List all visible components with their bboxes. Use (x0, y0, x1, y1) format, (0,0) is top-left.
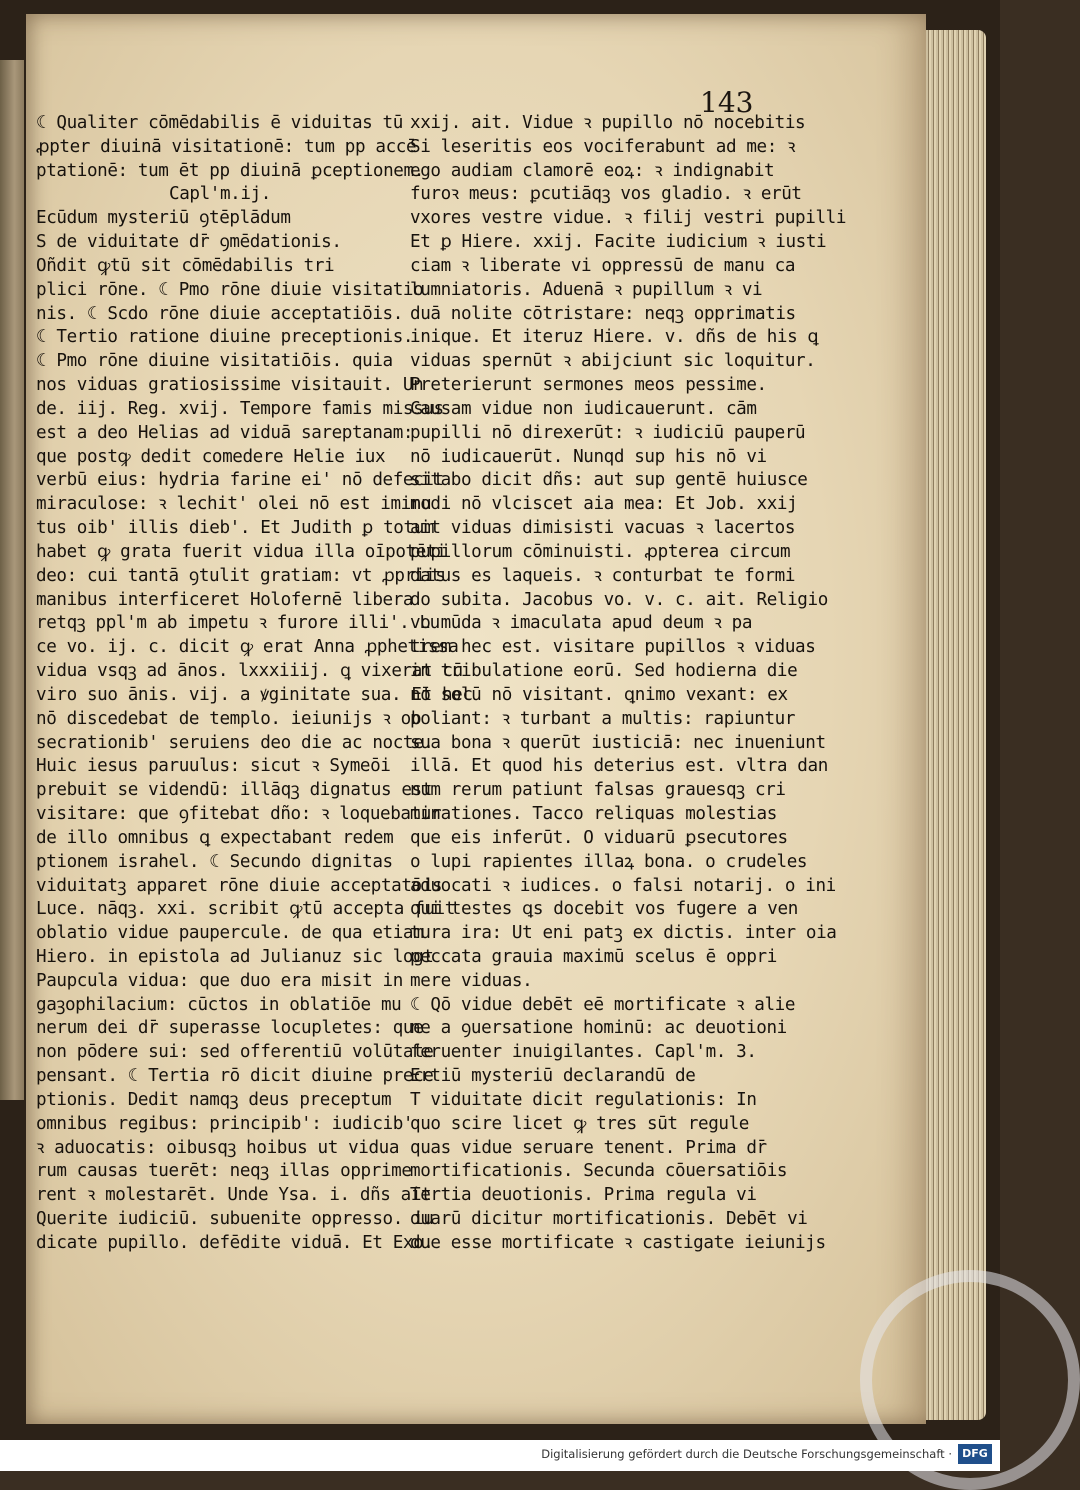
left-column-line: est a deo Helias ad viduā sareptanam: (36, 422, 414, 443)
right-column-line: T viduitate dicit regulationis: In (410, 1089, 757, 1110)
right-column-line: nō solū nō visitant. ꝗnimo vexant: ex (410, 684, 788, 705)
left-column-line: ptionis. Dedit namqꝫ deus preceptum (36, 1089, 392, 1110)
right-column-line: duarū dicitur mortificationis. Debēt vi (410, 1209, 808, 1230)
left-column-line: miraculose: ꝛ lechit' olei nō est iminu (36, 494, 432, 515)
left-column-line: ☾ Tertio ratione diuine preceptionis. (36, 327, 414, 348)
right-column-line: modi nō vlciscet aia mea: Et Job. xxij (410, 494, 798, 515)
right-column-line: ciam ꝛ liberate vi oppressū de manu ca (410, 255, 796, 276)
right-column-line: num rerum patiunt falsas grauesqꝫ cri (410, 780, 786, 801)
left-column-line: deo: cui tantā ꝯtulit gratiam: vt ꝓpriis (36, 565, 446, 586)
left-column-line: dicate pupillo. defēdite viduā. Et Exo. (36, 1232, 434, 1253)
left-column-line: viduitatꝫ apparet rōne diuie acceptatōis (36, 875, 443, 896)
right-column-line: Ertiū mysteriū declarandū de (410, 1066, 696, 1087)
right-column-line: aduocati ꝛ iudices. o falsi notarij. o ini (410, 875, 836, 896)
left-column-line: Huic iesus paruulus: sicut ꝛ Symeōi (36, 756, 391, 777)
book-page-edges (926, 30, 986, 1420)
right-column-line: lumniatoris. Aduenā ꝛ pupillum ꝛ vi (410, 279, 763, 300)
right-column-line: ne a ꝯuersatione hominū: ac deuotioni (410, 1018, 787, 1039)
right-column-line: quo scire licet ꝙ tres sūt regule (410, 1113, 749, 1134)
right-column-line: do subita. Jacobus vo. v. c. ait. Religio (410, 589, 828, 610)
right-column-line: furoꝛ meus: ꝑcutiāqꝫ vos gladio. ꝛ erūt (410, 184, 802, 205)
left-column-line: verbū eius: hydria farine ei' nō defecit (36, 470, 444, 491)
right-column-line: inique. Et iteruz Hiere. v. dñs de his ꝗ (410, 327, 819, 348)
left-column-line: omnibus regibus: principib': iudicib' (36, 1113, 414, 1134)
dfg-logo: DFG (958, 1444, 992, 1464)
right-column-line: xxij. ait. Vidue ꝛ pupillo nō nocebitis (410, 113, 806, 133)
left-column-line: ptionem israhel. ☾ Secundo dignitas (36, 851, 393, 872)
left-column-line: oblatio vidue paupercule. de qua etiam (36, 923, 424, 944)
left-column-line: plici rōne. ☾ Pmo rōne diuie visitatio (36, 279, 424, 300)
right-column-line: minationes. Tacco reliquas molestias (410, 804, 777, 825)
left-column-line: viro suo ānis. vij. a ꝟginitate sua. Et hec (36, 684, 473, 705)
right-column-line: vo mūda ꝛ imaculata apud deum ꝛ pa (410, 613, 753, 634)
left-column-line: Querite iudiciū. subuenite oppresso. iu (36, 1209, 434, 1230)
left-column-line: Hiero. in epistola ad Julianuz sic logt (36, 946, 434, 967)
left-column-line: Ecūdum mysteriū ꝯtēplādum (36, 208, 291, 229)
right-column-line: sua bona ꝛ querūt iusticiā: nec inueniunt (410, 732, 826, 753)
left-column-line: nis. ☾ Scdo rōne diuie acceptatiōis. (36, 303, 403, 324)
left-column-line: retqꝫ ppl'm ab impetu ꝛ furore illi'. Lu (36, 613, 440, 634)
left-column-line: Capl'm.ij. (169, 184, 271, 205)
right-column-line: ☾ Qō vidue debēt eē mortificate ꝛ alie (410, 994, 796, 1015)
right-column-line: quas vidue seruare tenent. Prima dr̄ (410, 1137, 767, 1158)
right-column-line: vxores vestre vidue. ꝛ filij vestri pupilli (410, 208, 847, 229)
left-column-line: ☾ Pmo rōne diuine visitatiōis. quia (36, 351, 393, 372)
right-column-line: feruenter inuigilantes. Capl'm. 3. (410, 1042, 757, 1063)
right-column-line: Et ꝑ Hiere. xxij. Facite iudicium ꝛ iusti (410, 232, 827, 253)
left-column-line: ꝛ aduocatis: oibusqꝫ hoibus ut vidua (36, 1137, 400, 1158)
left-column-line: Paupcula vidua: que duo era misit in (36, 970, 403, 991)
right-column-line: Tertia deuotionis. Prima regula vi (410, 1185, 757, 1206)
right-column-line: ego audiam clamorē eoꝝ: ꝛ indignabit (410, 160, 775, 181)
right-text-column (410, 112, 847, 1256)
left-column-line: visitare: que ꝯfitebat dño: ꝛ loquebatur (36, 804, 442, 825)
right-column-line: mere viduas. (410, 970, 533, 991)
right-column-line: illā. Et quod his deterius est. vltra dan (410, 756, 828, 777)
right-column-line: tura ira: Ut eni patꝫ ex dictis. inter oia (410, 923, 837, 944)
left-column-line: secrationib' seruiens deo die ac nocte. (36, 732, 434, 753)
right-column-line: in tribulatione eorū. Sed hodierna die (410, 661, 798, 682)
left-column-line: vidua vsqꝫ ad ānos. lxxxiiij. ꝗ vixerat cū (36, 661, 463, 682)
right-column-line: que eis inferūt. O viduarū ꝑsecutores (410, 827, 788, 848)
left-column-line: non pōdere sui: sed offerentiū volūtate (36, 1042, 434, 1063)
right-column-line: poliant: ꝛ turbant a multis: rapiuntur (410, 708, 796, 729)
right-column-line: ait viduas dimisisti vacuas ꝛ lacertos (410, 518, 796, 539)
left-column-line: prebuit se videndū: illāqꝫ dignatus est (36, 780, 432, 801)
right-column-line: o lupi rapientes illaꝝ bona. o crudeles (410, 851, 808, 872)
left-column-line: ☾ Qualiter cōmēdabilis ē viduitas tū (36, 113, 403, 133)
right-column-line: Causam vidue non iudicauerunt. cām (410, 398, 757, 419)
left-column-line: que postꝙ dedit comedere Helie iux (36, 446, 386, 467)
right-column-line: nō iudicauerūt. Nunqd sup his nō vi (410, 446, 767, 467)
right-column-line: viduas spernūt ꝛ abijciunt sic loquitur. (410, 351, 816, 372)
left-column-line: pensant. ☾ Tertia rō dicit diuine prece (36, 1066, 434, 1087)
right-column-line: mortificationis. Secunda cōuersatiōis (410, 1161, 788, 1182)
left-column-line: de illo omnibus ꝗ expectabant redem (36, 827, 394, 848)
left-column-line: ptationē: tum ēt pp diuinā ꝑceptionem. (36, 160, 424, 181)
digitization-credit: Digitalisierung gefördert durch die Deutsche Forschungsgemeinschaft · (541, 1447, 952, 1461)
previous-page-edge (0, 60, 24, 1100)
left-column-line: rum causas tuerēt: neqꝫ illas opprime (36, 1161, 412, 1182)
left-column-line: ꝓpter diuinā visitationē: tum pp accē (36, 136, 417, 157)
left-column-line: Luce. nāqꝫ. xxi. scribit ꝙtū accepta fuit (36, 899, 455, 920)
right-column-line: Preterierunt sermones meos pessime. (410, 375, 767, 396)
right-column-line: Si leseritis eos vociferabunt ad me: ꝛ (410, 136, 796, 157)
right-column-line: trem hec est. visitare pupillos ꝛ viduas (410, 637, 816, 658)
left-column-line: tus oib' illis dieb'. Et Judith ꝑ totum (36, 518, 435, 539)
right-column-line: qui testes ꝗs docebit vos fugere a ven (410, 899, 798, 920)
left-column-line: nerum dei dr̄ superasse locupletes: que (36, 1018, 424, 1039)
right-column-line: datus es laqueis. ꝛ conturbat te formi (410, 565, 796, 586)
left-column-line: nō discedebat de templo. ieiunijs ꝛ ob (36, 708, 422, 729)
left-column-line: rent ꝛ molestarēt. Unde Ysa. i. dñs ait (36, 1185, 432, 1206)
left-column-line: gaꝫophilacium: cūctos in oblatiōe mu (36, 994, 402, 1015)
right-column-line: due esse mortificate ꝛ castigate ieiunijs (410, 1232, 826, 1253)
left-column-line: de. iij. Reg. xvij. Tempore famis missus (36, 398, 444, 419)
left-column-line: ce vo. ij. c. dicit ꝙ erat Anna ꝓphetissa (36, 637, 459, 658)
right-column-line: pupillorum cōminuisti. ꝓpterea circum (410, 541, 791, 562)
right-column-line: duā nolite cōtristare: neqꝫ opprimatis (410, 303, 796, 324)
left-column-line: manibus interficeret Holofernē libera (36, 589, 414, 610)
left-column-line: S de viduitate dr̄ ꝯmēdationis. (36, 232, 342, 253)
page-number: 143 (700, 86, 754, 119)
left-column-line: habet ꝙ grata fuerit vidua illa oīpotēti (36, 541, 447, 562)
left-column-line: nos viduas gratiosissime visitauit. Un (36, 375, 424, 396)
right-column-line: pupilli nō direxerūt: ꝛ iudiciū pauperū (410, 422, 806, 443)
right-column-line: peccata grauia maximū scelus ē oppri (410, 946, 777, 967)
right-column-line: sitabo dicit dñs: aut sup gentē huiusce (410, 470, 808, 491)
left-column-line: Oñdit ꝙtū sit cōmēdabilis tri (36, 255, 335, 276)
